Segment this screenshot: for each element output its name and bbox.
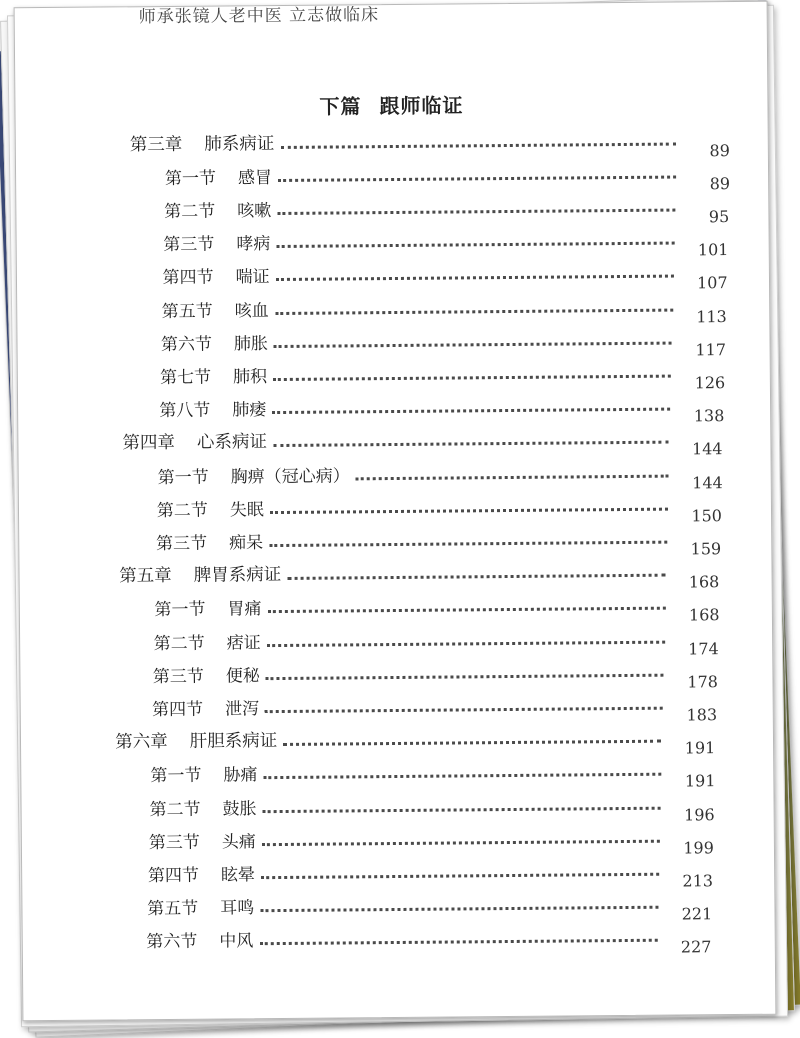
page-number: 150 bbox=[691, 505, 723, 526]
toc-label bbox=[158, 461, 350, 488]
page-number: 221 bbox=[681, 904, 713, 924]
toc-label bbox=[119, 561, 281, 587]
dot-leader bbox=[287, 574, 665, 580]
toc-section-row bbox=[159, 393, 725, 426]
section-title: 便秘 bbox=[225, 665, 260, 687]
toc-section-row bbox=[149, 791, 715, 824]
toc-section-row bbox=[164, 193, 730, 227]
toc-chapter-row bbox=[129, 127, 730, 160]
page-number: 199 bbox=[683, 837, 714, 858]
section-title: 痴呆 bbox=[228, 533, 264, 554]
section-title: 胁痛 bbox=[223, 765, 258, 786]
toc-label bbox=[154, 628, 261, 654]
toc-label bbox=[165, 163, 272, 189]
page-number: 178 bbox=[687, 671, 718, 692]
dot-leader bbox=[270, 507, 668, 513]
dot-leader bbox=[262, 839, 660, 845]
dot-leader bbox=[261, 873, 659, 879]
page-number: 138 bbox=[693, 406, 725, 426]
dot-leader bbox=[272, 408, 670, 414]
chapter-title: 肝胆系病证 bbox=[189, 731, 278, 752]
section-number: 第一节 bbox=[154, 599, 206, 621]
toc-section-row bbox=[154, 592, 720, 625]
part-title bbox=[15, 87, 767, 123]
toc-section-row bbox=[164, 160, 731, 193]
section-title: 胸痹（冠心病） bbox=[230, 465, 350, 487]
dot-leader bbox=[267, 607, 665, 613]
section-number: 第四节 bbox=[151, 699, 204, 721]
section-number: 第五节 bbox=[161, 301, 213, 322]
section-number: 第一节 bbox=[157, 467, 209, 488]
toc-label bbox=[163, 229, 270, 255]
section-number: 第四节 bbox=[162, 267, 214, 289]
toc-section-row bbox=[146, 924, 712, 957]
section-number: 第二节 bbox=[156, 500, 208, 521]
section-number: 第二节 bbox=[153, 633, 205, 654]
running-head: 师承张镜人老中医 立志做临床 bbox=[138, 5, 380, 28]
page-number: 168 bbox=[688, 572, 720, 592]
section-number: 第六节 bbox=[160, 334, 213, 355]
page-number: 213 bbox=[682, 871, 714, 891]
dot-leader bbox=[263, 773, 661, 779]
chapter-title: 脾胃系病证 bbox=[193, 565, 282, 586]
section-title: 咳血 bbox=[234, 300, 269, 321]
toc-label bbox=[161, 329, 268, 355]
page-number: 95 bbox=[708, 206, 730, 227]
section-title: 泄泻 bbox=[224, 699, 260, 720]
dot-leader bbox=[260, 906, 658, 912]
toc-section-row bbox=[157, 459, 723, 492]
chapter-number: 第六章 bbox=[115, 732, 168, 753]
toc-label bbox=[153, 661, 260, 687]
section-title: 肺积 bbox=[233, 367, 268, 388]
toc-section-row bbox=[148, 824, 714, 858]
section-number: 第三节 bbox=[152, 666, 204, 687]
dot-leader bbox=[269, 541, 667, 547]
dot-leader bbox=[259, 939, 657, 945]
toc-label bbox=[164, 196, 271, 222]
toc-page bbox=[14, 1, 777, 1022]
page-number: 196 bbox=[684, 804, 715, 824]
page-number: 101 bbox=[697, 240, 729, 260]
section-title: 头痛 bbox=[221, 831, 256, 853]
page-number: 144 bbox=[692, 472, 723, 492]
section-number: 第一节 bbox=[150, 765, 202, 787]
section-title: 咳嗽 bbox=[237, 200, 272, 222]
toc-label bbox=[147, 893, 254, 919]
section-number: 第六节 bbox=[146, 932, 198, 953]
dot-leader bbox=[273, 374, 671, 380]
toc-label bbox=[154, 594, 261, 620]
dot-leader bbox=[278, 175, 676, 181]
toc-section-row bbox=[153, 625, 719, 658]
toc-label bbox=[130, 130, 275, 156]
section-number: 第二节 bbox=[149, 799, 201, 820]
section-title: 喘证 bbox=[235, 267, 270, 288]
toc-section-row bbox=[161, 293, 727, 326]
section-title: 耳鸣 bbox=[220, 898, 255, 919]
page-number: 126 bbox=[694, 373, 726, 393]
toc-section-row bbox=[147, 891, 713, 924]
toc-section-row bbox=[163, 227, 729, 260]
toc-label bbox=[159, 395, 266, 421]
toc-section-row bbox=[156, 492, 723, 526]
chapter-title: 肺系病证 bbox=[204, 133, 275, 155]
toc-section-row bbox=[150, 758, 716, 791]
toc-label bbox=[157, 495, 264, 521]
toc-label bbox=[162, 262, 269, 288]
toc-section-row bbox=[155, 526, 722, 559]
toc-label bbox=[162, 296, 269, 322]
chapter-number: 第四章 bbox=[122, 433, 176, 454]
dot-leader bbox=[283, 740, 661, 746]
chapter-number: 第五章 bbox=[119, 566, 172, 587]
toc-label bbox=[160, 362, 267, 388]
section-title: 哮病 bbox=[236, 234, 271, 255]
toc-section-row bbox=[151, 692, 718, 725]
toc-label bbox=[146, 927, 253, 953]
toc-label bbox=[150, 761, 257, 787]
dot-leader bbox=[273, 441, 669, 447]
section-title: 失眠 bbox=[229, 499, 264, 521]
section-number: 第三节 bbox=[148, 832, 200, 853]
section-number: 第一节 bbox=[164, 168, 217, 189]
toc-label bbox=[152, 694, 259, 720]
dot-leader bbox=[356, 474, 669, 480]
toc-section-row bbox=[162, 260, 728, 293]
dot-leader bbox=[276, 275, 674, 281]
section-number: 第八节 bbox=[159, 400, 211, 422]
dot-leader bbox=[280, 142, 676, 148]
toc-chapter-row bbox=[119, 559, 720, 592]
part-name: 跟师临证 bbox=[379, 93, 464, 119]
page-number: 89 bbox=[709, 140, 730, 160]
toc-label bbox=[122, 428, 267, 454]
toc-section-row bbox=[160, 326, 727, 360]
page-number: 117 bbox=[695, 339, 727, 360]
part-number: 下篇 bbox=[319, 94, 362, 119]
dot-leader bbox=[263, 806, 661, 812]
toc-section-row bbox=[160, 360, 726, 393]
section-number: 第二节 bbox=[164, 201, 216, 222]
toc-label bbox=[156, 528, 263, 554]
section-title: 肺胀 bbox=[233, 333, 269, 355]
toc-section-row bbox=[147, 858, 714, 891]
page-number: 89 bbox=[709, 173, 731, 193]
page-number: 144 bbox=[691, 439, 723, 459]
section-title: 痞证 bbox=[226, 632, 261, 653]
page-number: 227 bbox=[680, 937, 712, 957]
section-number: 第七节 bbox=[160, 367, 212, 388]
dot-leader bbox=[265, 707, 663, 713]
section-number: 第四节 bbox=[147, 865, 200, 887]
dot-leader bbox=[277, 208, 675, 214]
dot-leader bbox=[276, 242, 674, 248]
page-number: 168 bbox=[688, 605, 720, 625]
section-title: 感冒 bbox=[237, 167, 273, 189]
section-title: 肺痿 bbox=[232, 400, 267, 421]
toc-label bbox=[115, 727, 277, 753]
toc-section-row bbox=[152, 658, 718, 692]
page-number: 174 bbox=[688, 638, 719, 658]
section-title: 胃痛 bbox=[227, 599, 262, 620]
section-number: 第三节 bbox=[163, 234, 215, 256]
dot-leader bbox=[266, 673, 664, 679]
section-number: 第五节 bbox=[147, 898, 199, 920]
section-title: 中风 bbox=[219, 931, 254, 952]
toc-label bbox=[149, 827, 256, 853]
dot-leader bbox=[267, 640, 665, 646]
page-number: 107 bbox=[696, 273, 728, 293]
chapter-number: 第三章 bbox=[129, 134, 183, 155]
section-title: 眩晕 bbox=[220, 865, 256, 886]
chapter-title: 心系病证 bbox=[196, 432, 268, 454]
toc-chapter-row bbox=[122, 426, 723, 459]
page-number: 191 bbox=[684, 771, 716, 791]
section-number: 第三节 bbox=[155, 533, 208, 554]
toc-label bbox=[148, 860, 255, 886]
toc-chapter-row bbox=[115, 725, 716, 758]
dot-leader bbox=[274, 341, 672, 347]
page-number: 183 bbox=[686, 705, 718, 725]
page-number: 191 bbox=[684, 738, 716, 758]
section-title: 鼓胀 bbox=[222, 798, 257, 820]
dot-leader bbox=[275, 308, 673, 314]
toc-label bbox=[149, 794, 256, 820]
page-number: 159 bbox=[690, 539, 722, 559]
page-number: 113 bbox=[696, 306, 727, 326]
